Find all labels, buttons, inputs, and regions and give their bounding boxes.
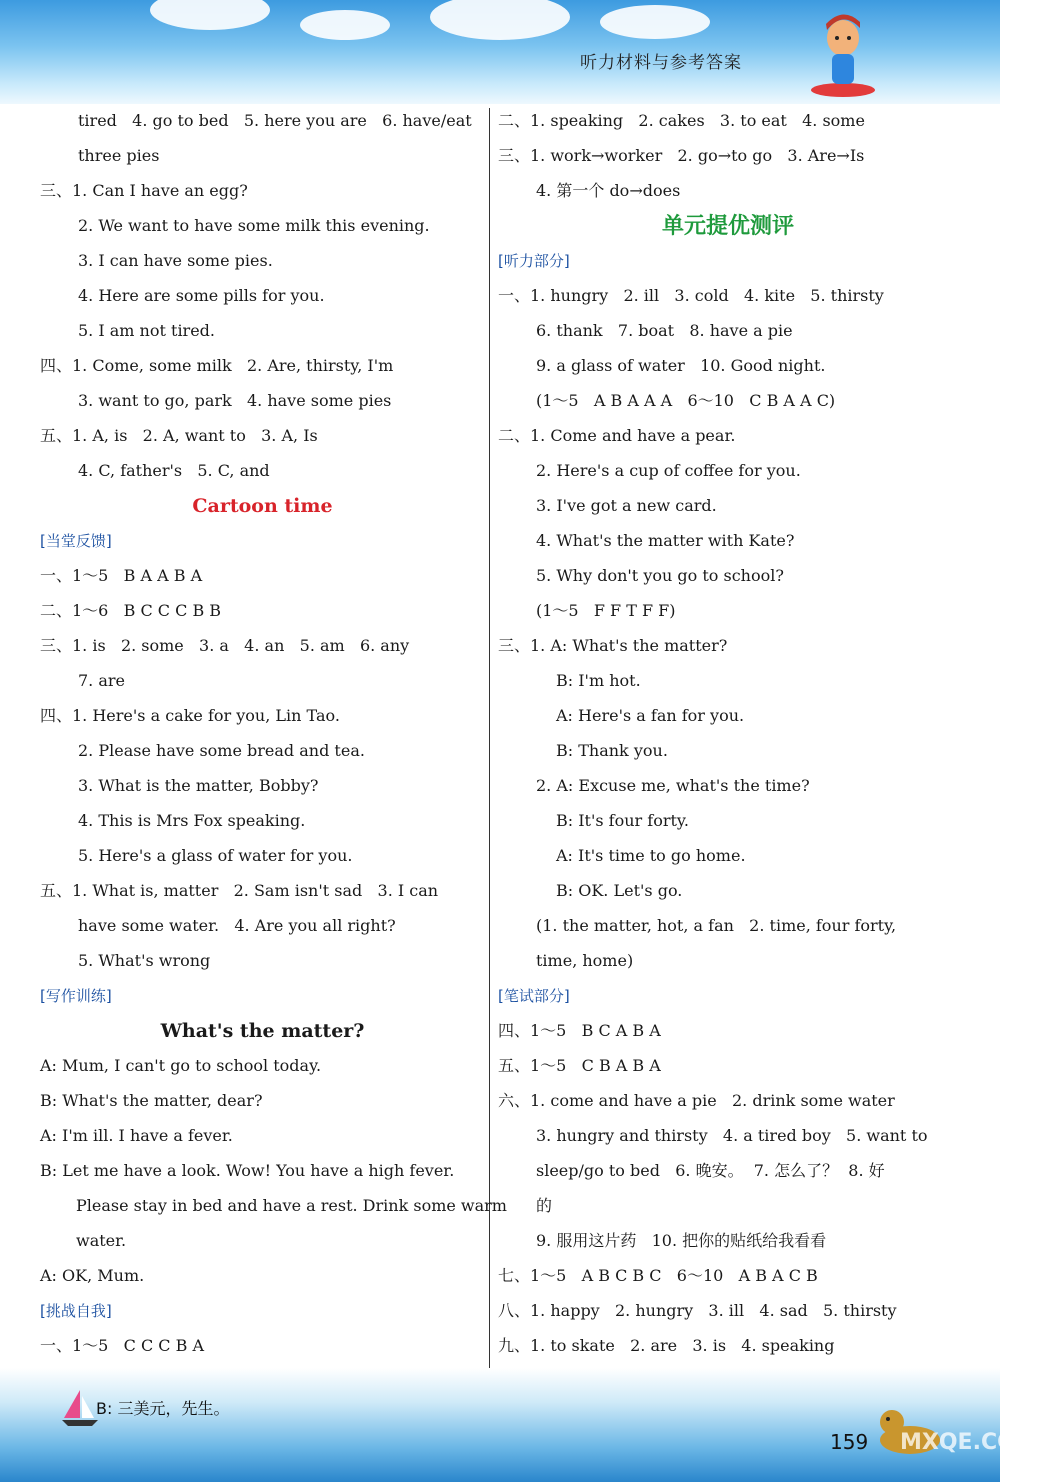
answer-line: 5. Why don't you go to school? <box>536 566 784 585</box>
answer-line: 3. I can have some pies. <box>78 251 273 270</box>
answer-line: (1. the matter, hot, a fan 2. time, four forty, <box>536 916 897 935</box>
answer-line: three pies <box>78 146 160 165</box>
answer-line: 2. We want to have some milk this evening. <box>78 216 430 235</box>
page-footer-sea <box>0 1368 1000 1482</box>
answer-line: 4. 第一个 do→does <box>536 181 681 200</box>
answer-line: 三、1. Can I have an egg? <box>40 181 248 200</box>
section-label: [写作训练] <box>40 987 112 1005</box>
answer-line: B: It's four forty. <box>556 811 689 830</box>
section-label: [笔试部分] <box>498 987 570 1005</box>
answer-line: 五、1～5 C B A B A <box>498 1056 661 1075</box>
answer-line: 七、1～5 A B C B C 6～10 A B A C B <box>498 1266 818 1285</box>
section-label: [听力部分] <box>498 252 570 270</box>
answer-line: 5. Here's a glass of water for you. <box>78 846 353 865</box>
answer-line: 2. A: Excuse me, what's the time? <box>536 776 810 795</box>
answer-line: 7. are <box>78 671 126 690</box>
answer-line: A: Mum, I can't go to school today. <box>40 1056 322 1075</box>
answer-line: time, home) <box>536 951 634 970</box>
answer-line: 二、1. speaking 2. cakes 3. to eat 4. some <box>498 111 865 130</box>
answer-line: 三、1. A: What's the matter? <box>498 636 728 655</box>
answer-line: (1～5 A B A A A 6～10 C B A A C) <box>536 391 836 410</box>
answer-line: 3. What is the matter, Bobby? <box>78 776 319 795</box>
answer-line: 五、1. What is, matter 2. Sam isn't sad 3. I can <box>40 881 439 900</box>
answer-line: 五、1. A, is 2. A, want to 3. A, Is <box>40 426 318 445</box>
answer-line: have some water. 4. Are you all right? <box>78 916 396 935</box>
watermark: MXQE.COM <box>900 1430 1038 1455</box>
answer-line: 4. C, father's 5. C, and <box>78 461 270 480</box>
answer-line: tired 4. go to bed 5. here you are 6. have/eat <box>78 111 472 130</box>
section-heading: Cartoon time <box>192 495 333 517</box>
answer-line: 三、1. work→worker 2. go→to go 3. Are→Is <box>498 146 865 165</box>
section-heading: 单元提优测评 <box>661 213 794 239</box>
answer-line: 9. a glass of water 10. Good night. <box>536 356 826 375</box>
answer-line: A: I'm ill. I have a fever. <box>40 1126 233 1145</box>
answer-line: 一、1. hungry 2. ill 3. cold 4. kite 5. thirsty <box>498 286 884 305</box>
answer-line: 一、1～5 B A A B A <box>40 566 203 585</box>
answer-line: B: OK. Let's go. <box>556 881 683 900</box>
answer-line: 5. What's wrong <box>78 951 211 970</box>
answer-line: (1～5 F F T F F) <box>536 601 676 620</box>
footer-note: B: 三美元，先生。 <box>96 1399 230 1418</box>
cloud-decoration <box>600 5 710 39</box>
answer-line: 二、1. Come and have a pear. <box>498 426 736 445</box>
answer-line: Please stay in bed and have a rest. Drink some warm <box>76 1196 507 1215</box>
cloud-decoration <box>150 0 270 30</box>
page-header-banner <box>0 0 1000 104</box>
answer-line: 四、1. Here's a cake for you, Lin Tao. <box>40 706 340 725</box>
header-title: 听力材料与参考答案 <box>580 53 742 73</box>
answer-line: 二、1～6 B C C C B B <box>40 601 222 620</box>
answer-line: 2. Here's a cup of coffee for you. <box>536 461 801 480</box>
answer-line: 八、1. happy 2. hungry 3. ill 4. sad 5. thirsty <box>498 1301 897 1320</box>
answer-line: B: I'm hot. <box>556 671 641 690</box>
answer-line: 3. want to go, park 4. have some pies <box>78 391 392 410</box>
section-label: [当堂反馈] <box>40 532 112 550</box>
answer-line: 6. thank 7. boat 8. have a pie <box>536 321 793 340</box>
section-heading: What's the matter? <box>160 1020 365 1042</box>
answer-line: B: Let me have a look. Wow! You have a high fever. <box>40 1161 455 1180</box>
answer-line: 六、1. come and have a pie 2. drink some water <box>498 1091 895 1110</box>
answer-line: 一、1～5 C C C B A <box>40 1336 205 1355</box>
answer-line: sleep/go to bed 6. 晚安。 7. 怎么了？ 8. 好 <box>536 1161 885 1180</box>
answer-line: 9. 服用这片药 10. 把你的贴纸给我看看 <box>536 1231 827 1250</box>
cloud-decoration <box>430 0 570 40</box>
answer-line: 4. This is Mrs Fox speaking. <box>78 811 306 830</box>
answer-line: A: Here's a fan for you. <box>556 706 745 725</box>
mascot-surfer-icon <box>808 8 878 98</box>
answer-line: 九、1. to skate 2. are 3. is 4. speaking <box>498 1336 835 1355</box>
section-label: [挑战自我] <box>40 1302 112 1320</box>
answer-line: 4. Here are some pills for you. <box>78 286 325 305</box>
answer-line: 三、1. is 2. some 3. a 4. an 5. am 6. any <box>40 636 410 655</box>
answer-line: B: What's the matter, dear? <box>40 1091 263 1110</box>
answer-line: 2. Please have some bread and tea. <box>78 741 365 760</box>
answer-line: 的 <box>536 1196 553 1215</box>
cloud-decoration <box>300 10 390 40</box>
answer-line: 5. I am not tired. <box>78 321 215 340</box>
page-number: 159 <box>830 1430 869 1454</box>
sailboat-icon <box>60 1388 100 1428</box>
answer-line: A: OK, Mum. <box>40 1266 145 1285</box>
answer-line: water. <box>76 1231 127 1250</box>
answer-line: 四、1～5 B C A B A <box>498 1021 661 1040</box>
answer-line: 4. What's the matter with Kate? <box>536 531 795 550</box>
answer-line: 3. I've got a new card. <box>536 496 717 515</box>
answer-line: 四、1. Come, some milk 2. Are, thirsty, I'm <box>40 356 394 375</box>
answer-line: B: Thank you. <box>556 741 668 760</box>
answer-line: 3. hungry and thirsty 4. a tired boy 5. want to <box>536 1126 928 1145</box>
answer-line: A: It's time to go home. <box>556 846 746 865</box>
